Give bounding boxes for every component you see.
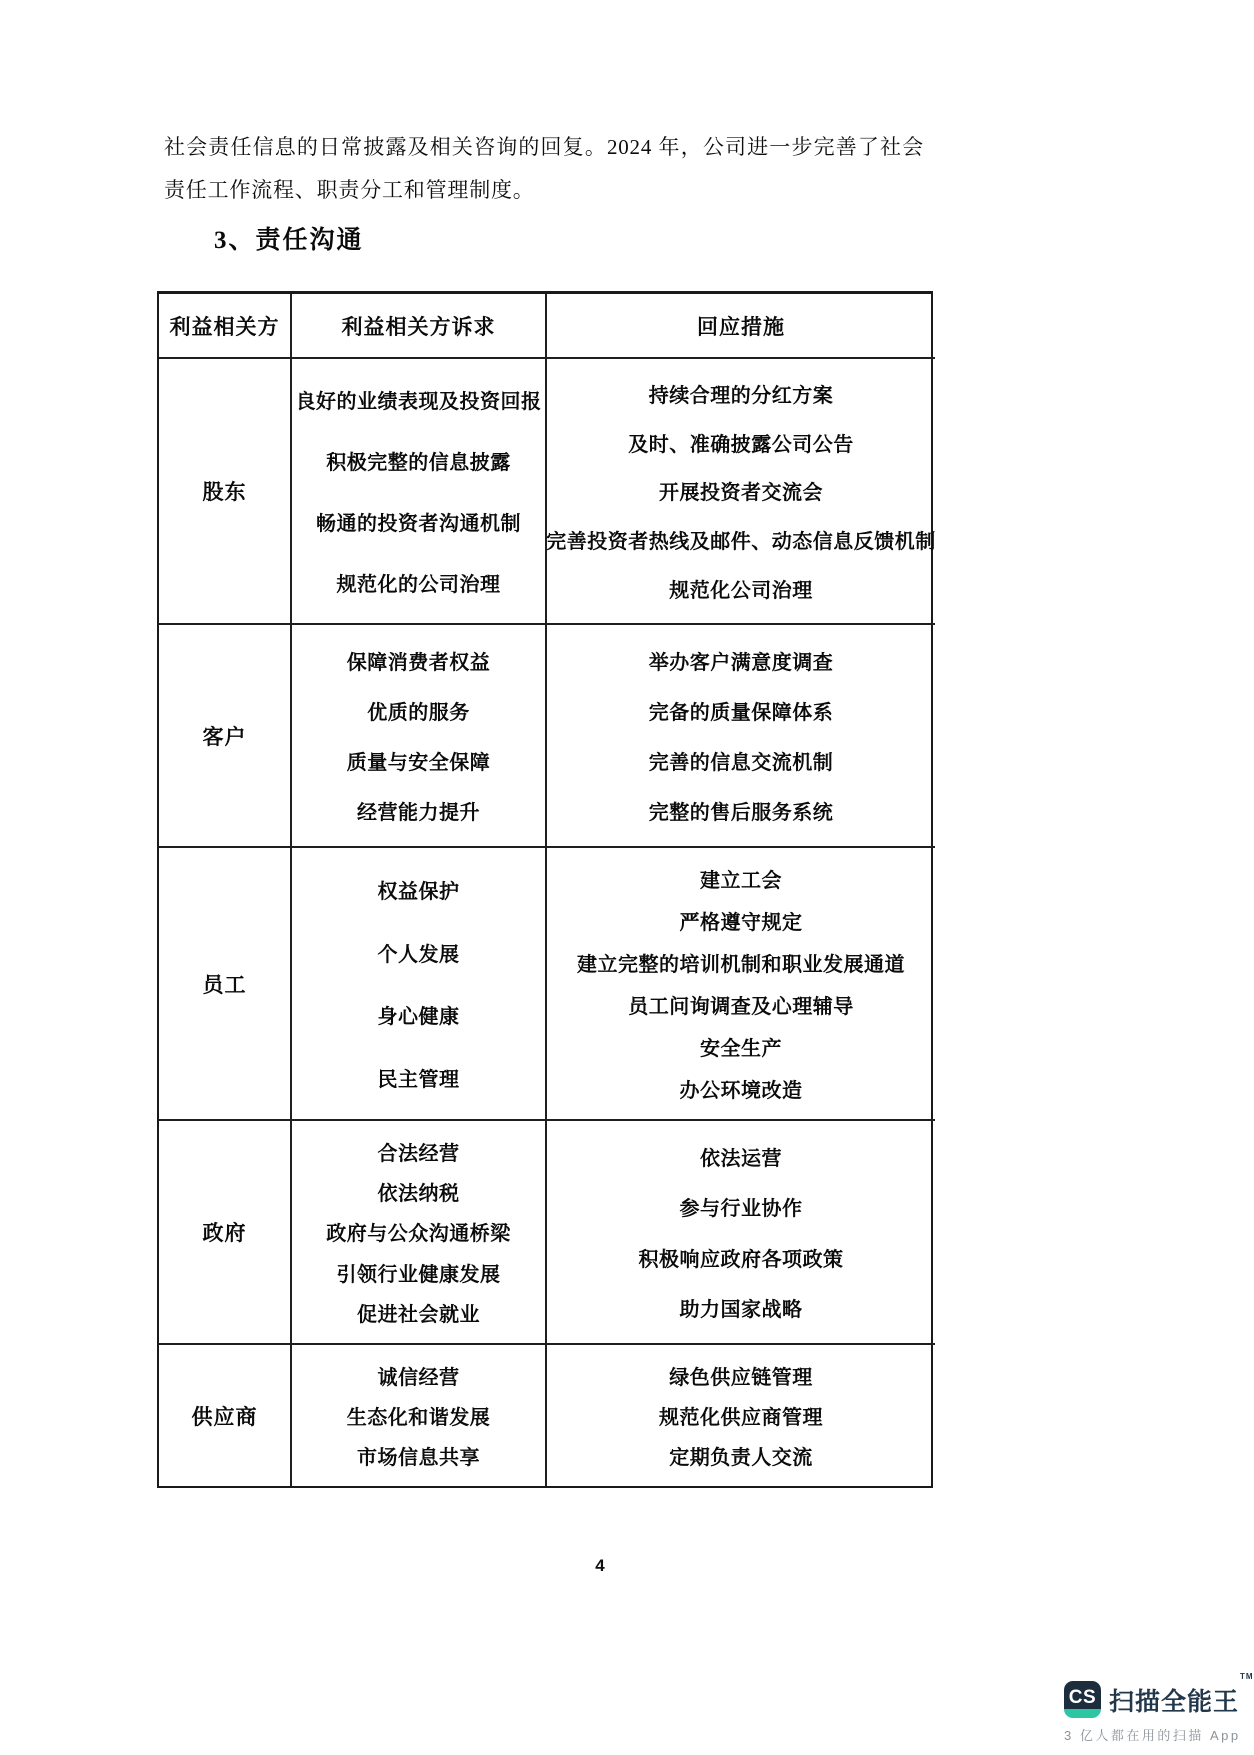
column-header-stakeholder: 利益相关方 — [159, 294, 292, 359]
responses-cell — [547, 625, 935, 848]
response-line: 开展投资者交流会 — [659, 482, 823, 505]
demands-cell — [292, 1345, 547, 1486]
stakeholder-cell: 员工 — [159, 848, 292, 1121]
demand-line: 合法经营 — [377, 1142, 460, 1165]
column-header-demands: 利益相关方诉求 — [292, 294, 547, 359]
stakeholder-cell: 股东 — [159, 359, 292, 625]
demand-line: 质量与安全保障 — [346, 752, 491, 775]
demand-line: 诚信经营 — [377, 1366, 460, 1389]
demand-line: 经营能力提升 — [357, 802, 480, 825]
paragraph-line: 责任工作流程、职责分工和管理制度。 — [164, 178, 535, 202]
response-line: 完善投资者热线及邮件、动态信息反馈机制 — [546, 531, 936, 554]
camscanner-watermark — [1064, 1671, 1254, 1744]
camscanner-logo-icon — [1064, 1681, 1101, 1718]
demand-line: 畅通的投资者沟通机制 — [316, 513, 521, 535]
stakeholder-cell: 政府 — [159, 1121, 292, 1345]
response-line: 完善的信息交流机制 — [648, 752, 834, 775]
response-line: 积极响应政府各项政策 — [638, 1248, 844, 1271]
demand-line: 规范化的公司治理 — [336, 574, 501, 596]
intro-paragraph — [164, 126, 924, 212]
response-line: 举办客户满意度调查 — [648, 651, 834, 674]
demand-line: 市场信息共享 — [357, 1447, 480, 1470]
demand-line: 权益保护 — [377, 880, 460, 903]
demands-cell — [292, 625, 547, 848]
response-line: 参与行业协作 — [679, 1198, 803, 1221]
responses-cell — [547, 1345, 935, 1486]
stakeholder-cell: 客户 — [159, 625, 292, 848]
demand-line: 优质的服务 — [367, 701, 470, 724]
demand-line: 促进社会就业 — [357, 1304, 480, 1327]
stakeholder-cell: 供应商 — [159, 1345, 292, 1486]
response-line: 办公环境改造 — [679, 1079, 803, 1102]
responses-cell — [547, 848, 935, 1121]
section-heading: 3、责任沟通 — [214, 227, 364, 254]
response-line: 员工问询调查及心理辅导 — [628, 995, 854, 1018]
response-line: 助力国家战略 — [679, 1299, 803, 1322]
demand-line: 积极完整的信息披露 — [326, 452, 511, 474]
response-line: 绿色供应链管理 — [669, 1366, 813, 1389]
response-line: 严格遵守规定 — [679, 912, 803, 935]
demand-line: 身心健康 — [377, 1006, 460, 1029]
column-header-responses: 回应措施 — [547, 294, 935, 359]
demands-cell — [292, 359, 547, 625]
response-line: 依法运营 — [700, 1147, 782, 1170]
response-line: 持续合理的分红方案 — [648, 384, 834, 407]
response-line: 及时、准确披露公司公告 — [628, 433, 854, 456]
response-line: 完整的售后服务系统 — [648, 802, 834, 825]
response-line: 规范化供应商管理 — [659, 1406, 823, 1429]
camscanner-tagline: 3 亿人都在用的扫描 App — [1064, 1728, 1241, 1743]
demand-line: 民主管理 — [377, 1069, 460, 1092]
demand-line: 依法纳税 — [377, 1183, 460, 1206]
responses-cell — [547, 1121, 935, 1345]
page-number: 4 — [595, 1556, 605, 1575]
responses-cell — [547, 359, 935, 625]
response-line: 完备的质量保障体系 — [648, 701, 834, 724]
response-line: 建立工会 — [700, 870, 782, 893]
demands-cell — [292, 1121, 547, 1345]
demand-line: 个人发展 — [377, 943, 460, 966]
demand-line: 生态化和谐发展 — [346, 1406, 491, 1429]
response-line: 规范化公司治理 — [669, 580, 813, 603]
response-line: 定期负责人交流 — [669, 1447, 813, 1470]
demands-cell — [292, 848, 547, 1121]
paragraph-line: 社会责任信息的日常披露及相关咨询的回复。2024 年，公司进一步完善了社会 — [164, 135, 924, 159]
trademark-symbol: TM — [1240, 1671, 1254, 1681]
camscanner-brand-label: 扫描全能王 — [1109, 1687, 1240, 1716]
demand-line: 引领行业健康发展 — [336, 1263, 501, 1286]
camscanner-logo-text: CS — [1068, 1686, 1097, 1708]
demand-line: 保障消费者权益 — [346, 651, 491, 674]
demand-line: 政府与公众沟通桥梁 — [326, 1223, 511, 1246]
camscanner-brand-name — [1109, 1671, 1254, 1718]
demand-line: 良好的业绩表现及投资回报 — [295, 391, 542, 413]
response-line: 安全生产 — [700, 1037, 782, 1060]
stakeholder-communication-table — [157, 291, 936, 1488]
response-line: 建立完整的培训机制和职业发展通道 — [577, 954, 905, 977]
